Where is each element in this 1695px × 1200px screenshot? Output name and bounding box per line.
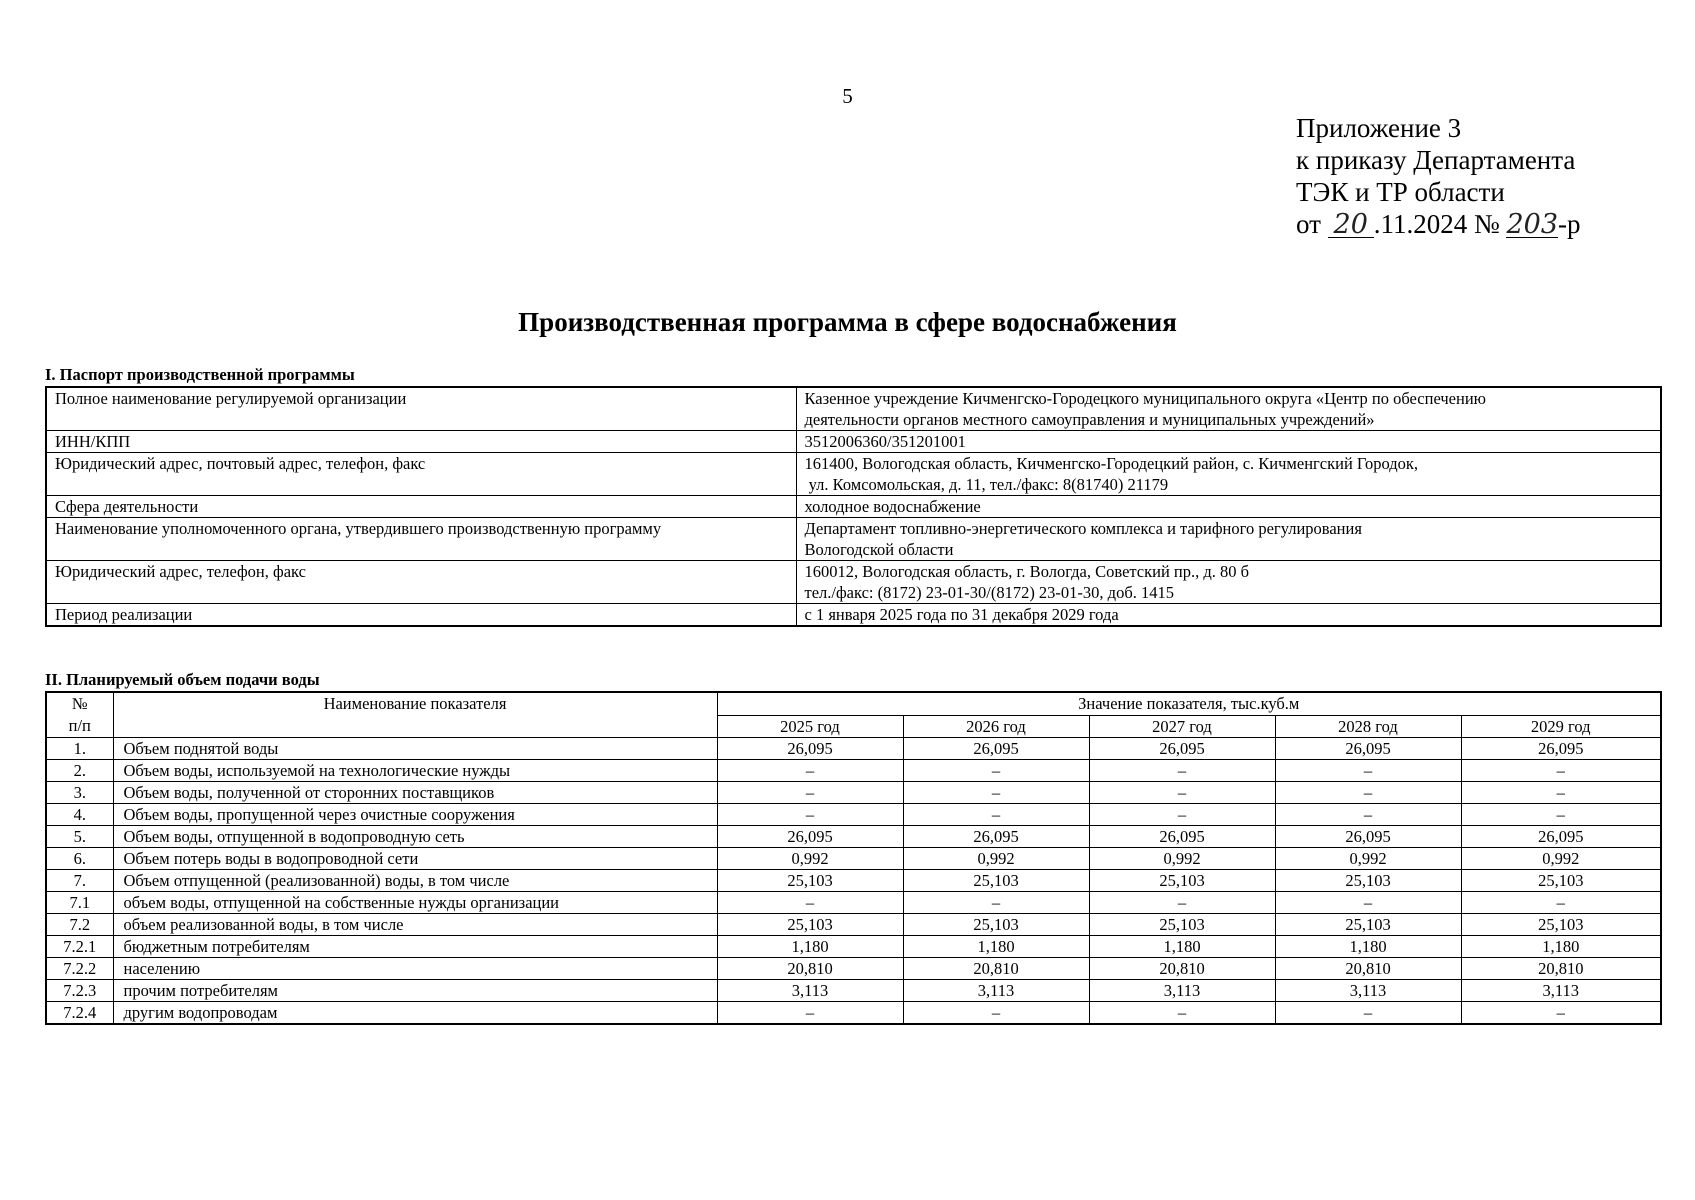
indicator-value: – <box>1089 782 1275 804</box>
indicator-value: – <box>903 760 1089 782</box>
indicator-value: 20,810 <box>1089 958 1275 980</box>
table-row <box>46 892 1661 914</box>
passport-value-line: Казенное учреждение Кичменгско-Городецкого муниципального округа «Центр по обеспечению <box>804 389 1486 408</box>
indicator-value: 20,810 <box>717 958 903 980</box>
indicator-value: – <box>903 782 1089 804</box>
row-number: 7.1 <box>46 892 113 914</box>
passport-value-line: ул. Комсомольская, д. 11, тел./факс: 8(81740) 21179 <box>804 475 1169 494</box>
header-year: 2029 год <box>1461 715 1661 737</box>
passport-table <box>45 386 1662 627</box>
indicator-value: 0,992 <box>1461 848 1661 870</box>
row-number: 7.2.1 <box>46 936 113 958</box>
indicator-value: – <box>1275 804 1461 826</box>
indicator-value: 26,095 <box>1275 826 1461 848</box>
passport-value <box>796 431 1661 453</box>
table-row <box>46 870 1661 892</box>
appendix-date-prefix: от <box>1296 209 1321 239</box>
indicator-value: 3,113 <box>903 980 1089 1002</box>
indicator-value: 25,103 <box>1089 870 1275 892</box>
indicator-value: 0,992 <box>717 848 903 870</box>
indicator-name: Объем отпущенной (реализованной) воды, в том числе <box>113 870 717 892</box>
indicator-name: Объем воды, полученной от сторонних поставщиков <box>113 782 717 804</box>
passport-row <box>46 561 1661 604</box>
header-values: Значение показателя, тыс.куб.м <box>717 692 1661 715</box>
indicator-value: 26,095 <box>903 826 1089 848</box>
indicator-value: 26,095 <box>1275 738 1461 760</box>
indicator-value: – <box>1461 782 1661 804</box>
row-number: 7. <box>46 870 113 892</box>
row-number: 6. <box>46 848 113 870</box>
indicator-value: 25,103 <box>1275 870 1461 892</box>
table-header-row <box>46 692 1661 715</box>
indicator-value: 0,992 <box>1275 848 1461 870</box>
row-number: 2. <box>46 760 113 782</box>
header-name: Наименование показателя <box>113 692 717 738</box>
indicator-value: 25,103 <box>1461 914 1661 936</box>
indicator-value: – <box>717 782 903 804</box>
indicator-value: 26,095 <box>1089 738 1275 760</box>
table-row <box>46 914 1661 936</box>
passport-value-line: 161400, Вологодская область, Кичменгско-Городецкий район, с. Кичменгский Городок, <box>804 454 1419 473</box>
indicator-value: – <box>1275 760 1461 782</box>
row-number: 1. <box>46 738 113 760</box>
indicator-value: 26,095 <box>717 826 903 848</box>
indicator-name: объем реализованной воды, в том числе <box>113 914 717 936</box>
passport-label: Период реализации <box>46 604 796 627</box>
indicator-value: – <box>903 1002 1089 1025</box>
passport-value <box>796 561 1661 604</box>
indicator-value: 3,113 <box>1461 980 1661 1002</box>
indicator-name: объем воды, отпущенной на собственные нужды организации <box>113 892 717 914</box>
indicator-value: 1,180 <box>717 936 903 958</box>
indicator-value: – <box>903 892 1089 914</box>
indicator-value: – <box>1461 760 1661 782</box>
indicator-value: 1,180 <box>1461 936 1661 958</box>
indicator-value: – <box>1461 804 1661 826</box>
table-row <box>46 936 1661 958</box>
passport-value <box>796 453 1661 496</box>
passport-value-line: Департамент топливно-энергетического комплекса и тарифного регулирования <box>804 519 1362 538</box>
passport-value-line: Вологодской области <box>804 540 954 559</box>
row-number: 4. <box>46 804 113 826</box>
indicator-value: – <box>903 804 1089 826</box>
table-row <box>46 980 1661 1002</box>
indicator-name: бюджетным потребителям <box>113 936 717 958</box>
indicator-value: 0,992 <box>903 848 1089 870</box>
table-row <box>46 804 1661 826</box>
indicator-value: – <box>717 1002 903 1025</box>
passport-row <box>46 387 1661 431</box>
appendix-line-1: Приложение 3 <box>1296 113 1462 143</box>
passport-row <box>46 604 1661 627</box>
indicator-value: – <box>1089 760 1275 782</box>
indicator-value: 3,113 <box>1089 980 1275 1002</box>
indicator-value: 3,113 <box>717 980 903 1002</box>
indicator-value: 20,810 <box>1461 958 1661 980</box>
indicator-value: 26,095 <box>717 738 903 760</box>
indicator-value: 1,180 <box>1089 936 1275 958</box>
passport-value <box>796 518 1661 561</box>
header-year: 2028 год <box>1275 715 1461 737</box>
indicator-name: Объем воды, используемой на технологические нужды <box>113 760 717 782</box>
header-year: 2026 год <box>903 715 1089 737</box>
indicator-name: Объем воды, пропущенной через очистные сооружения <box>113 804 717 826</box>
passport-value <box>796 496 1661 518</box>
indicator-value: – <box>717 804 903 826</box>
indicator-value: – <box>1089 1002 1275 1025</box>
row-number: 7.2 <box>46 914 113 936</box>
appendix-line-3: ТЭК и ТР области <box>1296 177 1505 207</box>
indicator-name: Объем поднятой воды <box>113 738 717 760</box>
passport-label: Полное наименование регулируемой организации <box>46 387 796 431</box>
passport-label: ИНН/КПП <box>46 431 796 453</box>
header-year: 2025 год <box>717 715 903 737</box>
indicator-value: – <box>1275 782 1461 804</box>
indicator-value: – <box>717 760 903 782</box>
row-number: 7.2.4 <box>46 1002 113 1025</box>
indicator-value: 1,180 <box>1275 936 1461 958</box>
table-row <box>46 826 1661 848</box>
table-row <box>46 848 1661 870</box>
passport-value-line: с 1 января 2025 года по 31 декабря 2029 года <box>804 605 1119 624</box>
indicator-value: 25,103 <box>903 914 1089 936</box>
passport-row <box>46 453 1661 496</box>
passport-value-line: 160012, Вологодская область, г. Вологда, Советский пр., д. 80 б <box>804 562 1250 581</box>
indicator-value: 20,810 <box>1275 958 1461 980</box>
indicator-value: 26,095 <box>1461 826 1661 848</box>
passport-label: Юридический адрес, почтовый адрес, телефон, факс <box>46 453 796 496</box>
appendix-line-2: к приказу Департамента <box>1296 145 1576 175</box>
indicator-value: – <box>1461 892 1661 914</box>
passport-value <box>796 604 1661 627</box>
indicator-value: 3,113 <box>1275 980 1461 1002</box>
indicator-value: 26,095 <box>1461 738 1661 760</box>
indicator-value: 20,810 <box>903 958 1089 980</box>
passport-label: Юридический адрес, телефон, факс <box>46 561 796 604</box>
indicator-value: 25,103 <box>1275 914 1461 936</box>
indicator-value: 25,103 <box>717 870 903 892</box>
indicator-name: другим водопроводам <box>113 1002 717 1025</box>
indicator-value: – <box>1275 892 1461 914</box>
table-row <box>46 958 1661 980</box>
indicator-value: – <box>1089 892 1275 914</box>
header-year: 2027 год <box>1089 715 1275 737</box>
indicator-name: Объем потерь воды в водопроводной сети <box>113 848 717 870</box>
handwritten-day: 20 <box>1328 213 1374 238</box>
appendix-date-rest: .11.2024 № <box>1373 209 1500 239</box>
passport-label: Наименование уполномоченного органа, утвердившего производственную программу <box>46 518 796 561</box>
appendix-date-line <box>1296 208 1581 240</box>
table-row <box>46 760 1661 782</box>
row-number: 7.2.3 <box>46 980 113 1002</box>
section1-heading: I. Паспорт производственной программы <box>45 365 355 384</box>
row-number: 5. <box>46 826 113 848</box>
page-number: 5 <box>842 84 853 108</box>
indicator-name: населению <box>113 958 717 980</box>
indicator-value: – <box>1461 1002 1661 1025</box>
indicator-value: 25,103 <box>1089 914 1275 936</box>
water-supply-table <box>45 691 1662 1025</box>
document-title: Производственная программа в сфере водоснабжения <box>518 307 1177 337</box>
indicator-value: 26,095 <box>903 738 1089 760</box>
indicator-value: 26,095 <box>1089 826 1275 848</box>
row-number: 3. <box>46 782 113 804</box>
indicator-value: 25,103 <box>1461 870 1661 892</box>
indicator-value: 1,180 <box>903 936 1089 958</box>
passport-value-line: холодное водоснабжение <box>804 497 981 516</box>
indicator-value: – <box>1089 804 1275 826</box>
passport-value-line: тел./факс: (8172) 23-01-30/(8172) 23-01-30, доб. 1415 <box>804 583 1174 602</box>
indicator-value: 25,103 <box>717 914 903 936</box>
passport-row <box>46 518 1661 561</box>
handwritten-order-number: 203 <box>1506 209 1559 240</box>
indicator-name: Объем воды, отпущенной в водопроводную сеть <box>113 826 717 848</box>
passport-value-line: деятельности органов местного самоуправления и муниципальных учреждений» <box>804 410 1375 429</box>
section2-heading: II. Планируемый объем подачи воды <box>45 670 320 689</box>
indicator-value: 25,103 <box>903 870 1089 892</box>
table-row <box>46 738 1661 760</box>
passport-value <box>796 387 1661 431</box>
indicator-value: 0,992 <box>1089 848 1275 870</box>
indicator-name: прочим потребителям <box>113 980 717 1002</box>
row-number: 7.2.2 <box>46 958 113 980</box>
passport-value-line: 3512006360/351201001 <box>804 432 966 451</box>
appendix-order-suffix: -р <box>1558 209 1581 239</box>
passport-row <box>46 496 1661 518</box>
indicator-value: – <box>1275 1002 1461 1025</box>
header-num: № п/п <box>46 692 113 738</box>
table-row <box>46 1002 1661 1025</box>
table-row <box>46 782 1661 804</box>
indicator-value: – <box>717 892 903 914</box>
appendix-block <box>1296 112 1581 240</box>
passport-label: Сфера деятельности <box>46 496 796 518</box>
passport-row <box>46 431 1661 453</box>
